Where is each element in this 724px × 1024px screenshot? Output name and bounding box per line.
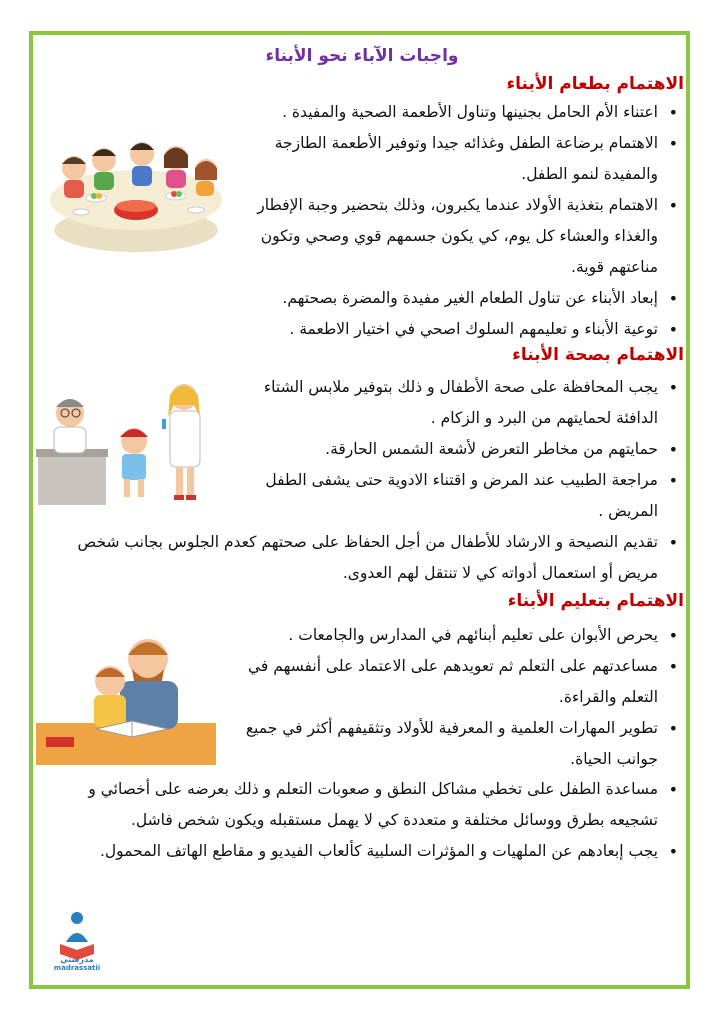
list-item: • إبعاد الأبناء عن تناول الطعام الغير مفيدة والمضرة بصحتهم. xyxy=(244,283,680,314)
list-item: • يجب إبعادهم عن الملهيات و المؤثرات السلبية كألعاب الفيديو و مقاطع الهاتف المحمول. xyxy=(66,836,680,867)
list-item: • اعتناء الأم الحامل بجنينها وتناول الأطعمة الصحية والمفيدة . xyxy=(244,97,680,128)
list-item: • مراجعة الطبيب عند المرض و اقتناء الادوية حتى يشفى الطفل المريض . xyxy=(240,465,680,527)
doctor-illustration xyxy=(36,375,214,507)
madrassatii-logo xyxy=(48,910,106,972)
list-item: • الاهتمام بتغذية الأولاد عندما يكبرون، وذلك بتحضير وجبة الإفطار والغذاء والعشاء كل يوم، كي يكون جسمهم قوي وصحي وتكون مناعتهم قوية. xyxy=(244,190,680,283)
education-list-b xyxy=(66,774,680,867)
logo-arabic-text: مدرستي xyxy=(60,955,94,964)
health-list-b xyxy=(66,527,680,589)
list-item: • حمايتهم من مخاطر التعرض لأشعة الشمس الحارقة. xyxy=(240,434,680,465)
list-item: • مساعدتهم على التعلم ثم تعويدهم على الاعتماد على أنفسهم في التعلم والقراءة. xyxy=(240,651,680,713)
health-list-a xyxy=(240,372,680,527)
logo-latin-text: madrassatii xyxy=(53,964,101,972)
section-heading-food: الاهتمام بطعام الأبناء xyxy=(506,74,684,94)
section-heading-health: الاهتمام بصحة الأبناء xyxy=(512,345,684,365)
page-title: واجبات الآباء نحو الأبناء xyxy=(265,46,459,66)
list-item: • يجب المحافظة على صحة الأطفال و ذلك بتوفير ملابس الشتاء الدافئة لحمايتهم من البرد و الزكام . xyxy=(240,372,680,434)
food-list xyxy=(244,97,680,345)
section-heading-education: الاهتمام بتعليم الأبناء xyxy=(507,591,684,611)
family-dinner-illustration xyxy=(46,128,226,256)
list-item: • مساعدة الطفل على تخطي مشاكل النطق و صعوبات التعلم و ذلك بعرضه على أخصائي و تشجيعه بطرق ووسائل مختلفة و متعددة كي لا يهمل مستقبله ويكون شخص فاشل. xyxy=(66,774,680,836)
list-item: • تقديم النصيحة و الارشاد للأطفال من أجل الحفاظ على صحتهم كعدم الجلوس بجانب شخص مريض أو استعمال أدواته كي لا تنتقل لهم العدوى. xyxy=(66,527,680,589)
father-son-study-illustration xyxy=(36,625,216,765)
education-list-a xyxy=(240,620,680,775)
list-item: • الاهتمام برضاعة الطفل وغذائه جيدا وتوفير الأطعمة الطازجة والمفيدة لنمو الطفل. xyxy=(244,128,680,190)
list-item: • توعية الأبناء و تعليمهم السلوك اصحي في اختيار الاطعمة . xyxy=(244,314,680,345)
list-item: • تطوير المهارات العلمية و المعرفية للأولاد وتثقيفهم أكثر في جميع جوانب الحياة. xyxy=(240,713,680,775)
list-item: • يحرص الأبوان على تعليم أبنائهم في المدارس والجامعات . xyxy=(240,620,680,651)
